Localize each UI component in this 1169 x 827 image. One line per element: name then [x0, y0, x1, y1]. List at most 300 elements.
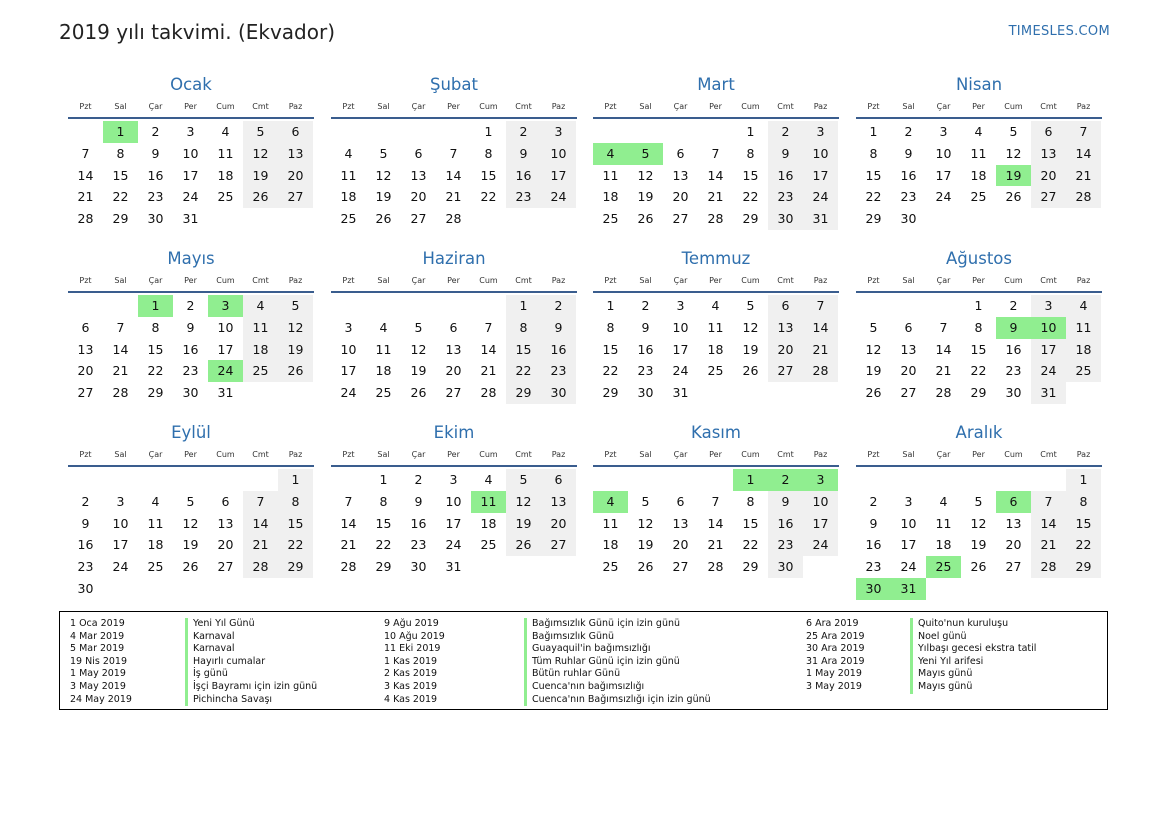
weekday-header — [68, 271, 314, 291]
day-cell: 24 — [900, 559, 917, 575]
day-cell: 17 — [340, 363, 357, 379]
empty-cell — [768, 382, 803, 404]
legend-holiday-name: Mayıs günü — [918, 668, 973, 680]
day-cell: 30 — [1005, 385, 1022, 401]
day-cell: 26 — [410, 385, 427, 401]
weekday-label: Pzt — [867, 276, 880, 285]
day-cell: 27 — [672, 559, 689, 575]
day-cell: 12 — [742, 319, 759, 335]
weekday-header — [68, 97, 314, 117]
weekday-label: Çar — [411, 102, 426, 111]
day-cell: 29 — [602, 385, 619, 401]
weekday-label: Çar — [673, 102, 688, 111]
day-cell: 7 — [1066, 121, 1101, 143]
week-row — [593, 491, 839, 513]
holiday-day: 4 — [593, 491, 628, 513]
day-cell: 29 — [147, 385, 164, 401]
day-cell: 23 — [541, 360, 576, 382]
day-cell: 8 — [1066, 491, 1101, 513]
empty-cell — [366, 121, 401, 143]
day-cell: 2 — [768, 121, 803, 143]
weekday-label: Çar — [673, 276, 688, 285]
day-cell: 9 — [186, 319, 195, 335]
day-cell: 17 — [217, 341, 234, 357]
day-cell: 8 — [278, 491, 313, 513]
day-cell: 19 — [410, 363, 427, 379]
day-cell: 21 — [707, 537, 724, 553]
empty-cell — [856, 469, 891, 491]
legend-date: 3 May 2019 — [806, 680, 862, 692]
week-row — [856, 186, 1102, 208]
day-cell: 16 — [637, 341, 654, 357]
week-row — [856, 556, 1102, 578]
weekday-header — [593, 271, 839, 291]
legend-holiday-name: Quito'nun kuruluşu — [918, 618, 1009, 629]
legend-date: 5 Mar 2019 — [70, 643, 125, 655]
day-cell: 10 — [340, 341, 357, 357]
legend-date: 1 May 2019 — [70, 668, 126, 680]
day-cell: 16 — [900, 167, 917, 183]
day-cell: 5 — [278, 295, 313, 317]
month-3 — [593, 73, 839, 230]
day-cell: 11 — [935, 515, 952, 531]
day-cell: 7 — [939, 319, 948, 335]
day-cell: 1 — [974, 298, 983, 313]
week-row — [331, 534, 577, 556]
weekday-label: Cmt — [515, 276, 532, 285]
empty-cell — [593, 121, 628, 143]
weekday-label: Cmt — [252, 102, 269, 111]
day-cell: 6 — [676, 493, 685, 509]
empty-cell — [243, 469, 278, 491]
day-cell: 4 — [221, 124, 230, 139]
weekday-label: Cum — [479, 276, 498, 285]
day-cell: 5 — [869, 319, 878, 335]
week-row — [68, 317, 314, 339]
day-cell: 31 — [217, 385, 234, 401]
day-cell: 12 — [182, 515, 199, 531]
week-row — [331, 513, 577, 535]
day-cell: 26 — [278, 360, 313, 382]
day-cell: 4 — [974, 124, 983, 139]
weekday-label: Per — [184, 102, 197, 111]
week-row — [593, 556, 839, 578]
day-cell: 18 — [602, 189, 619, 205]
empty-cell — [663, 121, 698, 143]
day-cell: 13 — [1031, 143, 1066, 165]
month-11 — [593, 421, 839, 578]
day-cell: 28 — [707, 559, 724, 575]
day-cell: 3 — [676, 298, 685, 313]
empty-cell — [803, 556, 838, 578]
weekday-header — [856, 97, 1102, 117]
legend-date: 9 Ağu 2019 — [384, 618, 439, 629]
day-cell: 5 — [746, 298, 755, 313]
legend-names-column — [910, 618, 1036, 694]
day-cell: 24 — [672, 363, 689, 379]
day-cell: 22 — [506, 360, 541, 382]
day-cell: 20 — [278, 165, 313, 187]
day-cell: 7 — [711, 145, 720, 161]
day-cell: 16 — [541, 339, 576, 361]
day-cell: 20 — [672, 537, 689, 553]
holiday-day: 3 — [803, 469, 838, 491]
day-cell: 3 — [803, 121, 838, 143]
legend-dates-column — [70, 618, 132, 706]
day-cell: 16 — [1005, 341, 1022, 357]
month-1 — [68, 73, 314, 230]
day-cell: 11 — [1066, 317, 1101, 339]
empty-cell — [138, 578, 173, 600]
day-cell: 26 — [637, 559, 654, 575]
day-cell: 30 — [147, 211, 164, 227]
month-name: Ekim — [433, 423, 475, 442]
week-row — [331, 143, 577, 165]
month-10 — [331, 421, 577, 578]
day-cell: 9 — [414, 493, 423, 509]
empty-cell — [593, 469, 628, 491]
week-row — [331, 491, 577, 513]
day-cell: 14 — [77, 167, 94, 183]
legend-date: 1 Oca 2019 — [70, 618, 125, 629]
day-cell: 23 — [900, 189, 917, 205]
page-title: 2019 yılı takvimi. (Ekvador) — [59, 20, 336, 44]
month-6 — [331, 247, 577, 404]
day-cell: 11 — [147, 515, 164, 531]
week-row — [593, 295, 839, 317]
day-cell: 16 — [410, 515, 427, 531]
empty-cell — [173, 469, 208, 491]
day-cell: 30 — [182, 385, 199, 401]
day-cell: 8 — [746, 145, 755, 161]
day-cell: 12 — [970, 515, 987, 531]
weekday-label: Per — [447, 450, 460, 459]
weekday-label: Cum — [741, 450, 760, 459]
weekday-label: Çar — [936, 450, 951, 459]
month-name: Mayıs — [167, 249, 215, 268]
legend-holiday-name: Bütün ruhlar Günü — [532, 668, 621, 680]
weekday-label: Çar — [411, 450, 426, 459]
day-cell: 4 — [243, 295, 278, 317]
day-cell: 20 — [900, 363, 917, 379]
day-cell: 7 — [243, 491, 278, 513]
day-cell: 1 — [484, 124, 493, 139]
month-name: Mart — [697, 75, 735, 94]
day-cell: 3 — [344, 319, 353, 335]
holiday-day: 19 — [996, 165, 1031, 187]
day-cell: 4 — [344, 145, 353, 161]
weekday-label: Sal — [114, 450, 127, 459]
day-cell: 11 — [602, 515, 619, 531]
weekday-label: Çar — [148, 276, 163, 285]
day-cell: 18 — [935, 537, 952, 553]
month-name: Temmuz — [681, 249, 751, 268]
week-row — [856, 339, 1102, 361]
day-cell: 15 — [602, 341, 619, 357]
day-cell: 30 — [900, 211, 917, 227]
holiday-day: 6 — [996, 491, 1031, 513]
empty-cell — [628, 121, 663, 143]
legend-holiday-name: Pichincha Savaşı — [193, 693, 273, 705]
empty-cell — [436, 295, 471, 317]
day-cell: 4 — [711, 298, 720, 313]
day-cell: 8 — [974, 319, 983, 335]
day-cell: 19 — [970, 537, 987, 553]
weekday-label: Pzt — [604, 276, 617, 285]
day-cell: 9 — [641, 319, 650, 335]
day-cell: 26 — [970, 559, 987, 575]
day-cell: 3 — [1031, 295, 1066, 317]
weekday-label: Sal — [377, 276, 390, 285]
week-row — [331, 208, 577, 230]
week-row — [68, 339, 314, 361]
day-cell: 13 — [672, 167, 689, 183]
day-cell: 20 — [541, 513, 576, 535]
day-cell: 24 — [1031, 360, 1066, 382]
legend-holiday-name: Guayaquil'in bağımsızlığı — [532, 643, 651, 655]
day-cell: 11 — [970, 145, 987, 161]
day-cell: 31 — [672, 385, 689, 401]
empty-cell — [103, 295, 138, 317]
day-cell: 8 — [869, 145, 878, 161]
empty-cell — [68, 121, 103, 143]
empty-cell — [436, 121, 471, 143]
week-row — [593, 165, 839, 187]
day-grid — [856, 117, 1102, 230]
empty-cell — [1066, 578, 1101, 600]
day-cell: 9 — [904, 145, 913, 161]
day-cell: 23 — [410, 537, 427, 553]
day-grid — [593, 117, 839, 230]
day-cell: 19 — [637, 537, 654, 553]
day-cell: 27 — [410, 211, 427, 227]
holiday-legend — [59, 611, 1108, 710]
week-row — [68, 469, 314, 491]
weekday-header — [856, 445, 1102, 465]
week-row — [68, 556, 314, 578]
week-row — [856, 382, 1102, 404]
holiday-day: 31 — [891, 578, 926, 600]
day-cell: 25 — [217, 189, 234, 205]
holiday-day: 5 — [628, 143, 663, 165]
day-cell: 5 — [974, 493, 983, 509]
week-row — [593, 360, 839, 382]
day-cell: 2 — [506, 121, 541, 143]
day-cell: 1 — [606, 298, 615, 313]
weekday-label: Per — [184, 276, 197, 285]
empty-cell — [996, 208, 1031, 230]
day-grid — [593, 465, 839, 578]
holiday-day: 2 — [768, 469, 803, 491]
empty-cell — [506, 208, 541, 230]
weekday-label: Paz — [288, 276, 303, 285]
day-cell: 28 — [445, 211, 462, 227]
week-row — [593, 469, 839, 491]
site-link[interactable]: TIMESLES.COM — [1008, 24, 1110, 39]
week-row — [331, 469, 577, 491]
month-9 — [68, 421, 314, 600]
weekday-label: Cum — [1004, 276, 1023, 285]
month-name: Eylül — [171, 423, 211, 442]
week-row — [68, 578, 314, 600]
day-cell: 5 — [641, 493, 650, 509]
day-cell: 5 — [414, 319, 423, 335]
week-row — [68, 382, 314, 404]
empty-cell — [331, 469, 366, 491]
day-cell: 27 — [900, 385, 917, 401]
week-row — [68, 143, 314, 165]
day-cell: 19 — [865, 363, 882, 379]
day-cell: 3 — [116, 493, 125, 509]
weekday-label: Pzt — [342, 276, 355, 285]
day-cell: 29 — [742, 559, 759, 575]
day-cell: 15 — [112, 167, 129, 183]
day-cell: 6 — [81, 319, 90, 335]
day-cell: 12 — [1005, 145, 1022, 161]
day-grid — [68, 291, 314, 404]
weekday-label: Cum — [479, 102, 498, 111]
day-cell: 15 — [970, 341, 987, 357]
weekday-label: Per — [709, 102, 722, 111]
empty-cell — [1031, 208, 1066, 230]
empty-cell — [1066, 208, 1101, 230]
day-cell: 26 — [1005, 189, 1022, 205]
week-row — [593, 121, 839, 143]
day-cell: 28 — [112, 385, 129, 401]
legend-date: 25 Ara 2019 — [806, 630, 865, 642]
day-cell: 23 — [182, 363, 199, 379]
weekday-label: Paz — [813, 102, 828, 111]
empty-cell — [698, 469, 733, 491]
day-grid — [331, 117, 577, 230]
month-name: Nisan — [955, 75, 1003, 94]
holiday-day: 24 — [208, 360, 243, 382]
day-cell: 18 — [375, 363, 392, 379]
week-row — [856, 143, 1102, 165]
day-cell: 15 — [742, 167, 759, 183]
day-cell: 19 — [278, 339, 313, 361]
day-cell: 19 — [243, 165, 278, 187]
weekday-label: Pzt — [867, 102, 880, 111]
empty-cell — [996, 469, 1031, 491]
day-cell: 14 — [445, 167, 462, 183]
week-row — [68, 121, 314, 143]
empty-cell — [103, 578, 138, 600]
weekday-label: Per — [972, 102, 985, 111]
month-name: Kasım — [691, 423, 741, 442]
day-cell: 19 — [506, 513, 541, 535]
weekday-header — [593, 97, 839, 117]
day-cell: 21 — [1031, 534, 1066, 556]
day-cell: 29 — [865, 211, 882, 227]
week-row — [593, 534, 839, 556]
day-cell: 8 — [484, 145, 493, 161]
day-cell: 30 — [637, 385, 654, 401]
day-cell: 10 — [217, 319, 234, 335]
day-cell: 16 — [77, 537, 94, 553]
weekday-label: Per — [709, 450, 722, 459]
day-cell: 9 — [768, 143, 803, 165]
day-cell: 28 — [1066, 186, 1101, 208]
legend-holiday-name: Yeni Yıl arifesi — [918, 655, 984, 667]
legend-holiday-name: Cuenca'nın Bağımsızlığı için izin günü — [532, 693, 711, 705]
day-cell: 22 — [147, 363, 164, 379]
day-cell: 22 — [375, 537, 392, 553]
weekday-label: Cum — [216, 450, 235, 459]
day-cell: 11 — [602, 167, 619, 183]
day-cell: 22 — [480, 189, 497, 205]
holiday-day: 4 — [593, 143, 628, 165]
day-cell: 29 — [506, 382, 541, 404]
day-cell: 3 — [186, 124, 195, 139]
day-cell: 5 — [1009, 124, 1018, 139]
weekday-label: Cmt — [777, 102, 794, 111]
empty-cell — [471, 556, 506, 578]
day-cell: 17 — [803, 165, 838, 187]
empty-cell — [506, 556, 541, 578]
empty-cell — [278, 208, 313, 230]
legend-holiday-name: Yılbaşı gecesi ekstra tatil — [918, 643, 1037, 655]
day-cell: 30 — [410, 559, 427, 575]
day-cell: 16 — [768, 513, 803, 535]
day-cell: 17 — [182, 167, 199, 183]
day-cell: 26 — [637, 211, 654, 227]
weekday-label: Çar — [936, 102, 951, 111]
day-cell: 17 — [803, 513, 838, 535]
week-row — [856, 513, 1102, 535]
weekday-label: Paz — [551, 450, 566, 459]
weekday-label: Pzt — [604, 450, 617, 459]
weekday-label: Pzt — [342, 102, 355, 111]
day-cell: 13 — [77, 341, 94, 357]
day-cell: 8 — [379, 493, 388, 509]
day-cell: 24 — [541, 186, 576, 208]
empty-cell — [541, 208, 576, 230]
day-cell: 29 — [278, 556, 313, 578]
day-cell: 1 — [278, 469, 313, 491]
empty-cell — [243, 382, 278, 404]
day-cell: 3 — [904, 493, 913, 509]
weekday-label: Per — [447, 276, 460, 285]
week-row — [331, 317, 577, 339]
day-cell: 14 — [243, 513, 278, 535]
legend-date: 1 Kas 2019 — [384, 655, 438, 667]
day-cell: 15 — [506, 339, 541, 361]
day-cell: 17 — [541, 165, 576, 187]
legend-names-column — [185, 618, 317, 706]
day-grid — [331, 465, 577, 578]
day-cell: 2 — [541, 295, 576, 317]
day-cell: 29 — [112, 211, 129, 227]
week-row — [68, 186, 314, 208]
week-row — [68, 208, 314, 230]
holiday-day: 25 — [926, 556, 961, 578]
weekday-label: Paz — [1076, 102, 1091, 111]
day-cell: 28 — [77, 211, 94, 227]
day-cell: 20 — [217, 537, 234, 553]
week-row — [856, 121, 1102, 143]
day-cell: 3 — [541, 121, 576, 143]
week-row — [331, 121, 577, 143]
day-cell: 21 — [77, 189, 94, 205]
week-row — [593, 143, 839, 165]
week-row — [593, 317, 839, 339]
month-7 — [593, 247, 839, 404]
week-row — [593, 339, 839, 361]
day-cell: 23 — [768, 534, 803, 556]
weekday-label: Paz — [813, 276, 828, 285]
day-cell: 22 — [970, 363, 987, 379]
